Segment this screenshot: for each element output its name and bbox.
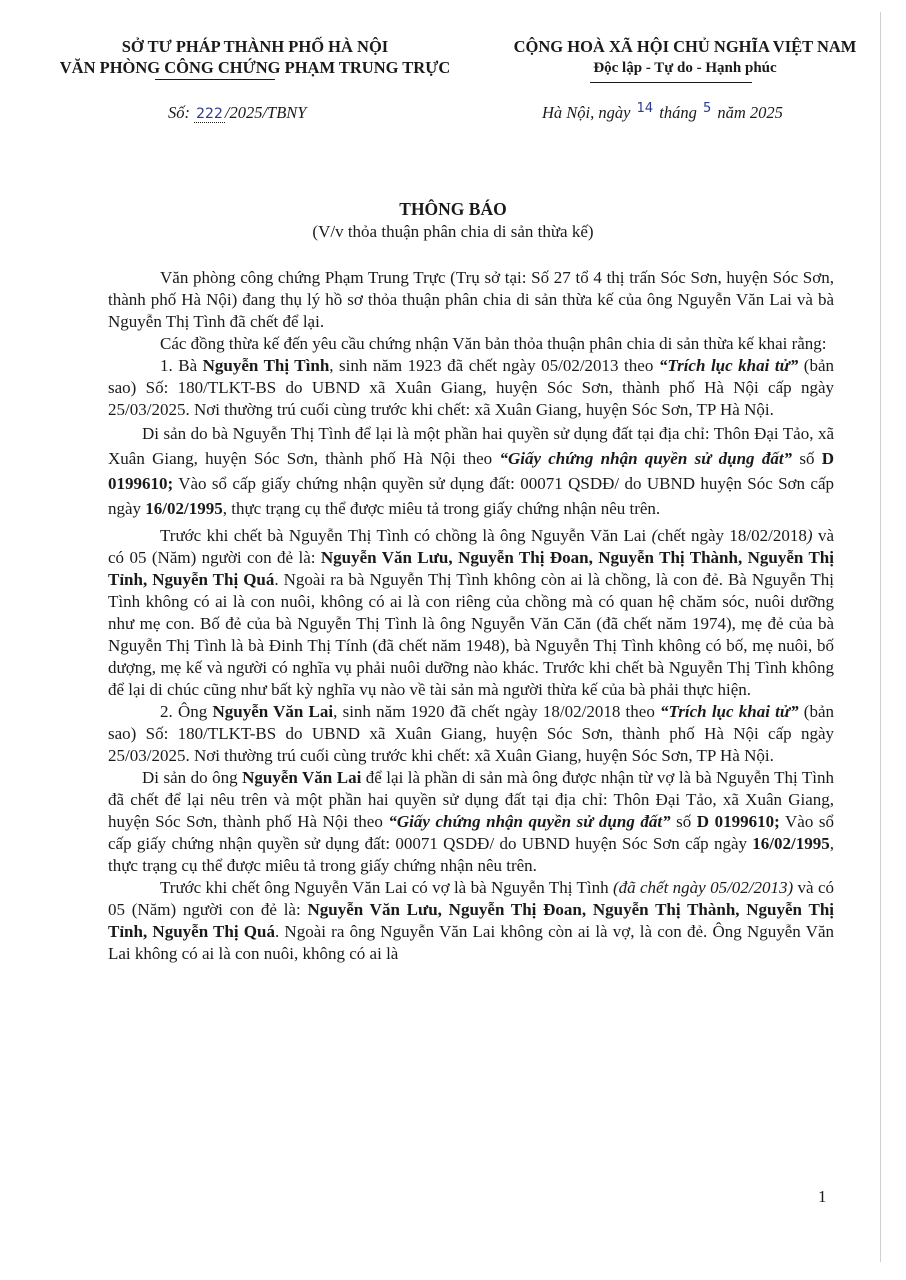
document-date: Hà Nội, ngày $^{14}$ tháng $^5$ năm 2025 [542,101,783,122]
page-number: 1 [818,1187,827,1206]
org-line-1: SỞ TƯ PHÁP THÀNH PHỐ HÀ NỘI [121,37,389,56]
handwritten-day: 14 [636,101,654,116]
document-subtitle: (V/v thỏa thuận phân chia di sản thừa kế) [312,222,594,241]
paragraph-estate-1: Di sản do bà Nguyễn Thị Tình để lại là một phần hai quyền sử dụng đất tại địa chỉ: Thôn Đại Tảo, xã Xuân Giang, huyện Sóc Sơn, thành phố Hà Nội theo “Giấy chứng nhận quyền sử dụng đất” số D 0199610; Vào sổ cấp giấy chứng nhận quyền sử dụng đất: 00071 QSDĐ/ do UBND huyện Sóc Sơn cấp ngày 16/02/1995, thực trạng cụ thể được miêu tả trong giấy chứng nhận nêu trên. [108,424,835,518]
paragraph-family-1: Trước khi chết bà Nguyễn Thị Tình có chồng là ông Nguyễn Văn Lai (chết ngày 18/02/2018) và có 05 (Năm) người con đẻ là: Nguyễn Văn Lưu, Nguyễn Thị Đoan, Nguyễn Thị Thành, Nguyễn Thị Tỉnh, Nguyễn Thị Quá. Ngoài ra bà Nguyễn Thị Tình không còn ai là chồng, là con đẻ. Bà Nguyễn Thị Tình không có ai là con nuôi, không có ai là con riêng của chồng mà có quan hệ chăm sóc, nuôi dưỡng như mẹ con. Bố đẻ của bà Nguyễn Thị Tình là ông Nguyễn Văn Căn (đã chết năm 1974), mẹ đẻ của bà Nguyễn Thị Tình là bà Đinh Thị Tính (đã chết năm 1948), bà Nguyễn Thị Tình không có bố, mẹ nuôi, bố dượng, mẹ kế và người có nghĩa vụ phải nuôi dưỡng nào khác. Trước khi chết bà Nguyễn Thị Tình không để lại di chúc cũng như bất kỳ nghĩa vụ nào về tài sản mà người thừa kế của bà phải thực hiện. [108,526,835,699]
nation-motto: Độc lập - Tự do - Hạnh phúc [593,60,777,76]
paragraph-heirs-declare: Các đồng thừa kế đến yêu cầu chứng nhận Văn bản thỏa thuận phân chia di sản thừa kế khai rằng: [160,334,827,353]
handwritten-number: 222 [196,106,223,122]
paragraph-intro: Văn phòng công chứng Phạm Trung Trực (Trụ sở tại: Số 27 tổ 4 thị trấn Sóc Sơn, huyện Sóc Sơn, thành phố Hà Nội) đang thụ lý hồ sơ thỏa thuận phân chia di sản thừa kế của ông Nguyễn Văn Lai và bà Nguyễn Thị Tình đã chết để lại. [108,268,834,331]
document-title: THÔNG BÁO [399,199,507,219]
issuing-organization [40,36,470,78]
paragraph-estate-2: Di sản do ông Nguyễn Văn Lai để lại là phần di sản mà ông được nhận từ vợ là bà Nguyễn Thị Tình đã chết để lại nêu trên và một phần hai quyền sử dụng đất tại địa chỉ: Thôn Đại Tảo, xã Xuân Giang, huyện Sóc Sơn, thành phố Hà Nội theo “Giấy chứng nhận quyền sử dụng đất” số D 0199610; Vào sổ cấp giấy chứng nhận quyền sử dụng đất: 00071 QSDĐ/ do UBND huyện Sóc Sơn cấp ngày 16/02/1995, thực trạng cụ thể được miêu tả trong giấy chứng nhận nêu trên. [108,768,834,875]
paragraph-decedent-1: 1. Bà Nguyễn Thị Tình, sinh năm 1923 đã chết ngày 05/02/2013 theo “Trích lục khai tử” (bản sao) Số: 180/TLKT-BS do UBND xã Xuân Giang, huyện Sóc Sơn, thành phố Hà Nội cấp ngày 25/03/2025. Nơi thường trú cuối cùng trước khi chết: xã Xuân Giang, huyện Sóc Sơn, TP Hà Nội. [108,356,834,419]
handwritten-month: 5 [702,101,712,116]
paragraph-family-2: Trước khi chết ông Nguyễn Văn Lai có vợ là bà Nguyễn Thị Tình (đã chết ngày 05/02/2013) và có 05 (Năm) người con đẻ là: Nguyễn Văn Lưu, Nguyễn Thị Đoan, Nguyễn Thị Thành, Nguyễn Thị Tỉnh, Nguyễn Thị Quá. Ngoài ra ông Nguyễn Văn Lai không còn ai là vợ, là con đẻ. Ông Nguyễn Văn Lai không có ai là con nuôi, không có ai là [108,878,834,963]
org-underline [155,79,275,80]
document-body [108,267,834,965]
document-number: Số: 222 /2025/TBNY [168,103,307,122]
nation-line-1: CỘNG HOÀ XÃ HỘI CHỦ NGHĨA VIỆT NAM [513,37,857,56]
motto-underline [590,82,752,83]
paragraph-decedent-2: 2. Ông Nguyễn Văn Lai, sinh năm 1920 đã chết ngày 18/02/2018 theo “Trích lục khai tử” (bản sao) Số: 180/TLKT-BS do UBND xã Xuân Giang, huyện Sóc Sơn, thành phố Hà Nội cấp ngày 25/03/2025. Nơi thường trú cuối cùng trước khi chết: xã Xuân Giang, huyện Sóc Sơn, TP Hà Nội. [108,702,834,765]
national-header [500,36,870,79]
org-line-2: VĂN PHÒNG CÔNG CHỨNG PHẠM TRUNG TRỰC [59,58,451,77]
